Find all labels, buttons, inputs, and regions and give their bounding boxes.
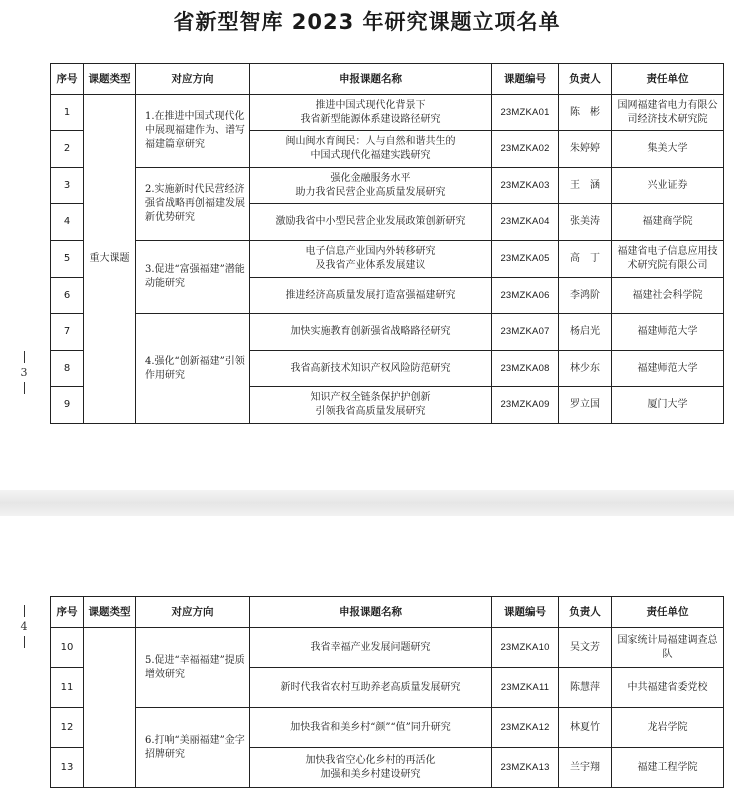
unit-cell: 中共福建省委党校 [612,668,724,708]
topic-cell: 闽山闽水育闽民：人与自然和谐共生的 中国式现代化福建实践研究 [250,131,492,168]
project-table-page-2 [50,596,724,788]
page-number-4: 4 [14,602,34,651]
unit-cell: 福建师范大学 [612,351,724,387]
table-header-row [51,597,724,628]
table-row [51,708,724,748]
header-topic: 申报课题名称 [250,64,492,95]
header-direction: 对应方向 [136,64,250,95]
table-header-row [51,64,724,95]
leader-cell: 张美涛 [559,204,612,241]
leader-cell: 杨启光 [559,314,612,351]
topic-cell: 电子信息产业国内外转移研究 及我省产业体系发展建议 [250,241,492,278]
page-number-3: 3 [14,348,34,397]
code-cell: 23MZKA09 [492,387,559,424]
header-seq: 序号 [51,64,84,95]
unit-cell: 国网福建省电力有限公司经济技术研究院 [612,95,724,131]
code-cell: 23MZKA06 [492,278,559,314]
unit-cell: 福建师范大学 [612,314,724,351]
direction-cell: 4.强化“创新福建”引领作用研究 [136,314,250,424]
leader-cell: 高 丁 [559,241,612,278]
leader-cell: 林夏竹 [559,708,612,748]
seq-cell: 9 [51,387,84,424]
seq-cell: 7 [51,314,84,351]
seq-cell: 13 [51,748,84,788]
leader-cell: 吴文芳 [559,628,612,668]
code-cell: 23MZKA10 [492,628,559,668]
project-table-page-1 [50,63,724,424]
header-unit: 责任单位 [612,597,724,628]
header-leader: 负责人 [559,597,612,628]
leader-cell: 林少东 [559,351,612,387]
direction-cell: 3.促进“富强福建”潜能动能研究 [136,241,250,314]
topic-cell: 我省幸福产业发展问题研究 [250,628,492,668]
topic-cell: 知识产权全链条保护护创新 引领我省高质量发展研究 [250,387,492,424]
code-cell: 23MZKA11 [492,668,559,708]
code-cell: 23MZKA04 [492,204,559,241]
code-cell: 23MZKA01 [492,95,559,131]
seq-cell: 12 [51,708,84,748]
leader-cell: 陈 彬 [559,95,612,131]
topic-cell: 推进经济高质量发展打造富强福建研究 [250,278,492,314]
table-row [51,241,724,278]
direction-cell: 5.促进“幸福福建”提质增效研究 [136,628,250,708]
code-cell: 23MZKA03 [492,168,559,204]
topic-cell: 加快我省和美乡村“颜”“值”同升研究 [250,708,492,748]
seq-cell: 4 [51,204,84,241]
seq-cell: 8 [51,351,84,387]
header-direction: 对应方向 [136,597,250,628]
table-row [51,168,724,204]
header-seq: 序号 [51,597,84,628]
code-cell: 23MZKA13 [492,748,559,788]
seq-cell: 6 [51,278,84,314]
topic-cell: 推进中国式现代化背景下 我省新型能源体系建设路径研究 [250,95,492,131]
seq-cell: 11 [51,668,84,708]
topic-cell: 加快实施教育创新强省战略路径研究 [250,314,492,351]
unit-cell: 集美大学 [612,131,724,168]
topic-cell: 新时代我省农村互助养老高质量发展研究 [250,668,492,708]
header-leader: 负责人 [559,64,612,95]
document-page-2 [0,516,734,788]
page-separator [0,490,734,516]
seq-cell: 3 [51,168,84,204]
code-cell: 23MZKA07 [492,314,559,351]
leader-cell: 陈慧萍 [559,668,612,708]
header-unit: 责任单位 [612,64,724,95]
seq-cell: 10 [51,628,84,668]
topic-cell: 强化金融服务水平 助力我省民营企业高质量发展研究 [250,168,492,204]
unit-cell: 福建商学院 [612,204,724,241]
code-cell: 23MZKA02 [492,131,559,168]
unit-cell: 福建工程学院 [612,748,724,788]
topic-cell: 激励我省中小型民营企业发展政策创新研究 [250,204,492,241]
category-cell: 重大课题 [84,95,136,424]
direction-cell: 2.实施新时代民营经济强省战略再创福建发展新优势研究 [136,168,250,241]
leader-cell: 罗立国 [559,387,612,424]
leader-cell: 李鸿阶 [559,278,612,314]
seq-cell: 2 [51,131,84,168]
unit-cell: 福建社会科学院 [612,278,724,314]
code-cell: 23MZKA08 [492,351,559,387]
header-topic: 申报课题名称 [250,597,492,628]
direction-cell: 6.打响“美丽福建”金字招牌研究 [136,708,250,788]
leader-cell: 王 涵 [559,168,612,204]
unit-cell: 厦门大学 [612,387,724,424]
header-category: 课题类型 [84,64,136,95]
document-title: 省新型智库 2023 年研究课题立项名单 [173,10,561,34]
unit-cell: 龙岩学院 [612,708,724,748]
code-cell: 23MZKA05 [492,241,559,278]
topic-cell: 我省高新技术知识产权风险防范研究 [250,351,492,387]
direction-cell: 1.在推进中国式现代化中展现福建作为、谱写福建篇章研究 [136,95,250,168]
leader-cell: 兰宇翔 [559,748,612,788]
leader-cell: 朱婷婷 [559,131,612,168]
category-cell-continued [84,628,136,788]
code-cell: 23MZKA12 [492,708,559,748]
header-code: 课题编号 [492,64,559,95]
seq-cell: 5 [51,241,84,278]
table-row [51,95,724,131]
table-row [51,314,724,351]
unit-cell: 国家统计局福建调查总队 [612,628,724,668]
table-row [51,628,724,668]
header-code: 课题编号 [492,597,559,628]
topic-cell: 加快我省空心化乡村的再活化 加强和美乡村建设研究 [250,748,492,788]
unit-cell: 福建省电子信息应用技术研究院有限公司 [612,241,724,278]
header-category: 课题类型 [84,597,136,628]
seq-cell: 1 [51,95,84,131]
unit-cell: 兴业证券 [612,168,724,204]
